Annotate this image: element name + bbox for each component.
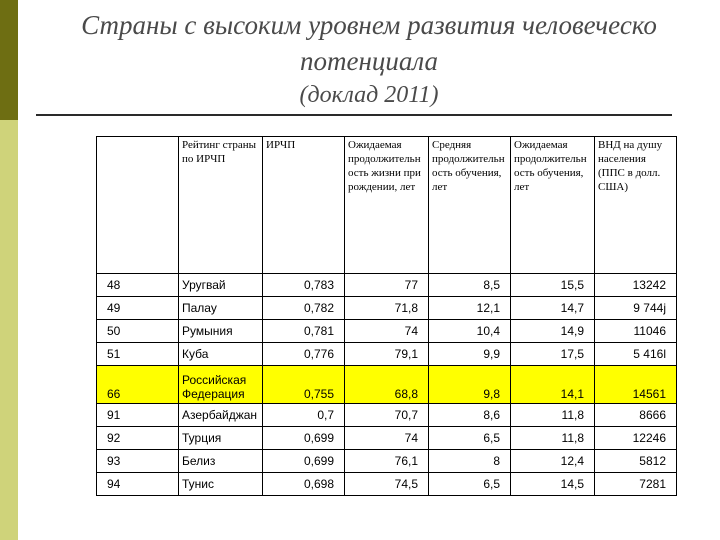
rank-cell: 93: [97, 450, 179, 473]
life-expectancy-cell: 68,8: [345, 366, 429, 404]
mean-schooling-cell: 12,1: [429, 297, 511, 320]
mean-schooling-cell: 8,6: [429, 404, 511, 427]
gni-cell: 11046: [595, 320, 677, 343]
gni-cell: 12246: [595, 427, 677, 450]
slide-title-line-2: потенциала: [300, 46, 438, 76]
life-expectancy-cell: 74: [345, 320, 429, 343]
table-row: [97, 274, 677, 297]
gni-cell: 5 416l: [595, 343, 677, 366]
slide-accent-bar-dark: [0, 0, 18, 120]
header-cell: Ожидаемая продолжительн ость жизни при рождении, лет: [345, 137, 429, 274]
country-cell: Турция: [179, 427, 263, 450]
expected-schooling-cell: 14,9: [511, 320, 595, 343]
header-cell: Ожидаемая продолжительн ость обучения, лет: [511, 137, 595, 274]
header-cell: ИРЧП: [263, 137, 345, 274]
hdi-cell: 0,699: [263, 427, 345, 450]
hdi-cell: 0,781: [263, 320, 345, 343]
rank-cell: 94: [97, 473, 179, 496]
rank-cell: 92: [97, 427, 179, 450]
life-expectancy-cell: 74: [345, 427, 429, 450]
expected-schooling-cell: 14,5: [511, 473, 595, 496]
life-expectancy-cell: 79,1: [345, 343, 429, 366]
table-row: [97, 450, 677, 473]
country-cell: Палау: [179, 297, 263, 320]
life-expectancy-cell: 74,5: [345, 473, 429, 496]
mean-schooling-cell: 6,5: [429, 473, 511, 496]
gni-cell: 13242: [595, 274, 677, 297]
table-row-highlighted: [97, 366, 677, 404]
hdi-cell: 0,776: [263, 343, 345, 366]
mean-schooling-cell: 9,8: [429, 366, 511, 404]
rank-cell: 48: [97, 274, 179, 297]
hdi-cell: 0,7: [263, 404, 345, 427]
hdi-cell: 0,783: [263, 274, 345, 297]
life-expectancy-cell: 76,1: [345, 450, 429, 473]
expected-schooling-cell: 11,8: [511, 427, 595, 450]
gni-cell: 5812: [595, 450, 677, 473]
gni-cell: 8666: [595, 404, 677, 427]
table-row: [97, 297, 677, 320]
life-expectancy-cell: 77: [345, 274, 429, 297]
hdi-table: [96, 136, 677, 496]
expected-schooling-cell: 14,1: [511, 366, 595, 404]
header-cell: Рейтинг страны по ИРЧП: [179, 137, 263, 274]
hdi-cell: 0,699: [263, 450, 345, 473]
expected-schooling-cell: 11,8: [511, 404, 595, 427]
country-cell: Азербайджан: [179, 404, 263, 427]
hdi-cell: 0,755: [263, 366, 345, 404]
life-expectancy-cell: 71,8: [345, 297, 429, 320]
slide-accent-bar-light: [0, 120, 18, 540]
gni-cell: 14561: [595, 366, 677, 404]
expected-schooling-cell: 17,5: [511, 343, 595, 366]
life-expectancy-cell: 70,7: [345, 404, 429, 427]
country-cell: Тунис: [179, 473, 263, 496]
country-cell: Румыния: [179, 320, 263, 343]
expected-schooling-cell: 15,5: [511, 274, 595, 297]
rank-cell: 66: [97, 366, 179, 404]
header-cell: [97, 137, 179, 274]
expected-schooling-cell: 12,4: [511, 450, 595, 473]
mean-schooling-cell: 10,4: [429, 320, 511, 343]
header-cell: ВНД на душу населения (ППС в долл. США): [595, 137, 677, 274]
title-divider: [36, 114, 672, 116]
hdi-cell: 0,698: [263, 473, 345, 496]
header-cell: Средняя продолжительн ость обучения, лет: [429, 137, 511, 274]
rank-cell: 91: [97, 404, 179, 427]
table-row: [97, 473, 677, 496]
table-row: [97, 320, 677, 343]
table-row: [97, 427, 677, 450]
country-cell: Белиз: [179, 450, 263, 473]
country-cell: Российская Федерация: [179, 366, 263, 404]
country-cell: Куба: [179, 343, 263, 366]
table-row: [97, 343, 677, 366]
rank-cell: 50: [97, 320, 179, 343]
table-header-row: [97, 137, 677, 274]
mean-schooling-cell: 8,5: [429, 274, 511, 297]
mean-schooling-cell: 6,5: [429, 427, 511, 450]
slide-subtitle: (доклад 2011): [299, 82, 439, 108]
table-row: [97, 404, 677, 427]
country-cell: Уругвай: [179, 274, 263, 297]
rank-cell: 51: [97, 343, 179, 366]
gni-cell: 9 744j: [595, 297, 677, 320]
mean-schooling-cell: 9,9: [429, 343, 511, 366]
mean-schooling-cell: 8: [429, 450, 511, 473]
gni-cell: 7281: [595, 473, 677, 496]
expected-schooling-cell: 14,7: [511, 297, 595, 320]
rank-cell: 49: [97, 297, 179, 320]
slide-title-line-1: Страны с высоким уровнем развития человеческо: [81, 10, 657, 40]
hdi-cell: 0,782: [263, 297, 345, 320]
